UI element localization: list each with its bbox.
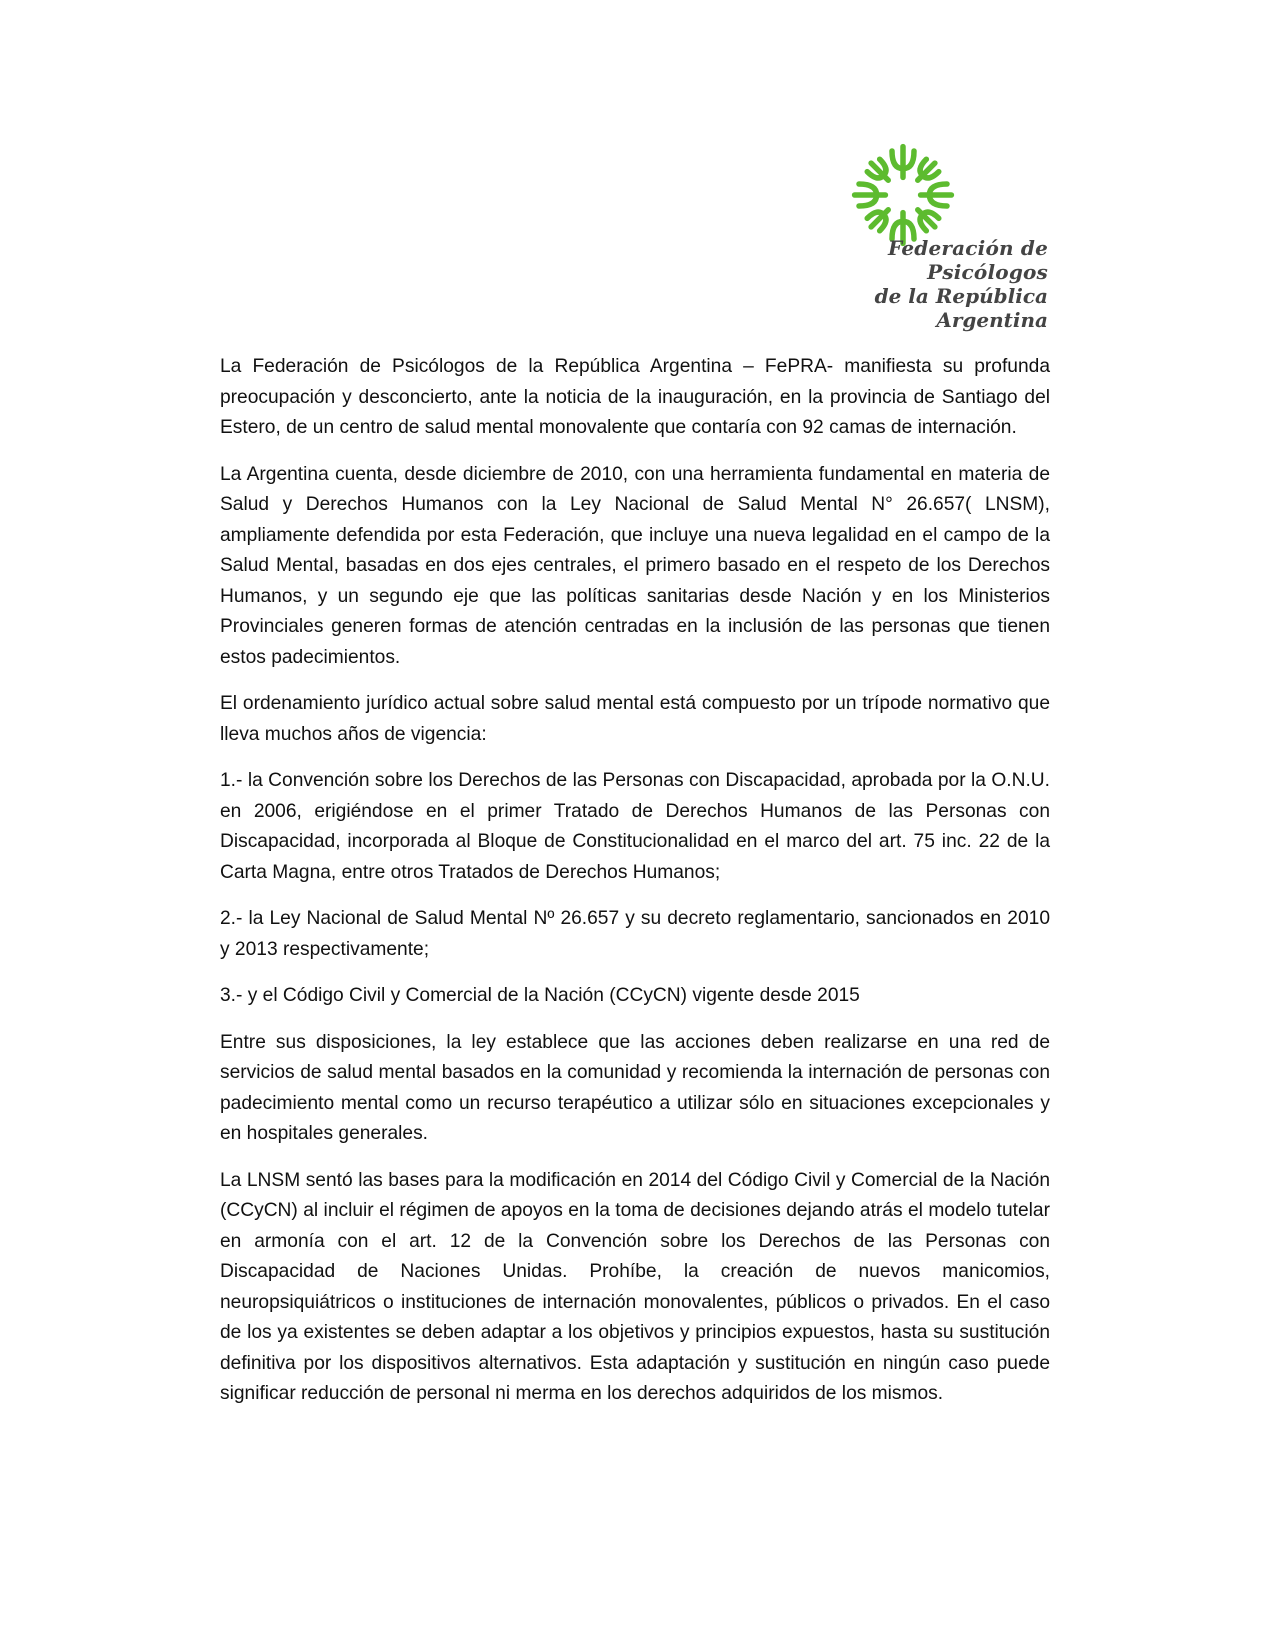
paragraph-ley-nacional: La Argentina cuenta, desde diciembre de 2010, con una herramienta fundamental en materia de Salud y Derechos Humanos con la Ley Nacional de Salud Mental N° 26.657( LNSM), ampliamente defendida por esta Federación, que incluye una nueva legalidad en el campo de la Salud Mental, basadas en dos ejes centrales, el primero basado en el respeto de los Derechos Humanos, y un segundo eje que las políticas sanitarias desde Nación y en los Ministerios Provinciales generen formas de atención centradas en la inclusión de las personas que tienen estos padecimientos. [220,463,1050,668]
paragraph-intro: La Federación de Psicólogos de la República Argentina – FePRA- manifiesta su profunda preocupación y desconcierto, ante la noticia de la inauguración, en la provincia de Santiago del Estero, de un centro de salud mental monovalente que contaría con 92 camas de internación. [220,356,1050,438]
logo-line-1: Federación de Psicólogos [888,236,1048,284]
paragraph-lnsm: La LNSM sentó las bases para la modificación en 2014 del Código Civil y Comercial de la Nación (CCyCN) al incluir el régimen de apoyos en la toma de decisiones dejando atrás el modelo tutelar en armonía con el art. 12 de la Convención sobre los Derechos de las Personas con Discapacidad de Naciones Unidas. Prohíbe, la creación de nuevos manicomios, neuropsiquiátricos o instituciones de internación monovalentes, públicos o privados. En el caso de los ya existentes se deben adaptar a los objetivos y principios expuestos, hasta su sustitución definitiva por los dispositivos alternativos. Esta adaptación y sustitución en ningún caso puede significar reducción de personal ni merma en los derechos adquiridos de los mismos. [220,1169,1050,1404]
logo-wordmark [760,236,1060,332]
paragraph-disposiciones: Entre sus disposiciones, la ley establece que las acciones deben realizarse en una red de servicios de salud mental basados en la comunidad y recomienda la internación de personas con padecimiento mental como un recurso terapéutico a utilizar sólo en situaciones excepcionales y en hospitales generales. [220,1031,1050,1144]
paragraph-item-3: 3.- y el Código Civil y Comercial de la Nación (CCyCN) vigente desde 2015 [220,985,860,1006]
psi-wreath-logo-icon [848,140,958,250]
paragraph-item-1: 1.- la Convención sobre los Derechos de las Personas con Discapacidad, aprobada por la O.N.U. en 2006, erigiéndose en el primer Tratado de Derechos Humanos de las Personas con Discapacidad, incorporada al Bloque de Constitucionalidad en el marco del art. 75 inc. 22 de la Carta Magna, entre otros Tratados de Derechos Humanos; [220,770,1050,883]
letter-body [220,352,1050,1426]
logo-line-2: de la República Argentina [874,284,1048,332]
paragraph-item-2: 2.- la Ley Nacional de Salud Mental Nº 26.657 y su decreto reglamentario, sancionados en 2010 y 2013 respectivamente; [220,908,1050,960]
paragraph-ordenamiento: El ordenamiento jurídico actual sobre salud mental está compuesto por un trípode normativo que lleva muchos años de vigencia: [220,693,1050,745]
fepra-logo [760,132,1060,332]
